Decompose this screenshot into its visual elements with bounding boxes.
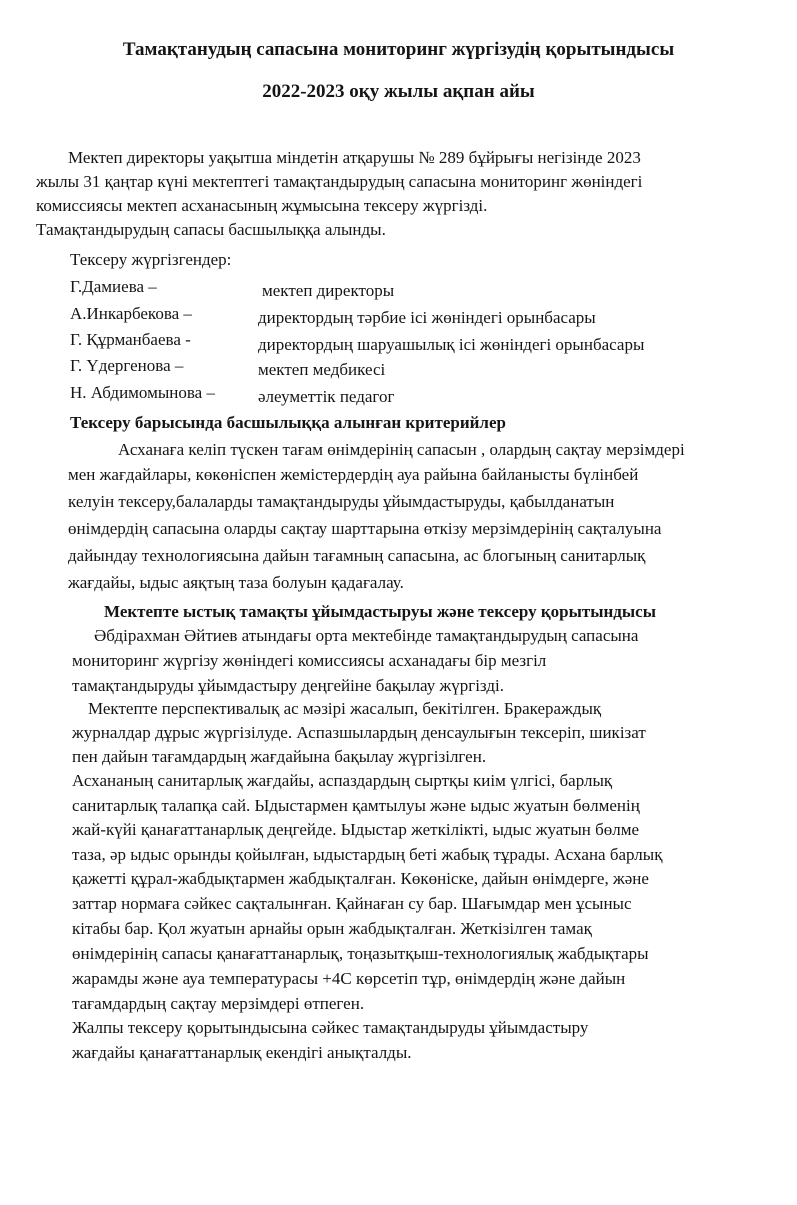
criteria-line-3: келуін тексеру,балаларды тамақтандыруды ұйымдастыруды, қабылданатын [68, 492, 615, 511]
intro-line-2: жылы 31 қаңтар күні мектептегі тамақтандырудың сапасына мониторинг жөніндегі [36, 172, 643, 191]
criteria-line-5: дайындау технологиясына дайын тағамның сапасына, ас блогының санитарлық [68, 546, 646, 565]
results-line-12: заттар нормаға сәйкес сақталынған. Қайнаған су бар. Шағымдар мен ұсыныс [72, 894, 632, 913]
results-line-16: тағамдардың сақтау мерзімдері өтпеген. [72, 994, 365, 1013]
inspector-role: директордың тәрбие ісі жөніндегі орынбасары [258, 308, 596, 327]
intro-line-1: Мектеп директоры уақытша міндетін атқарушы № 289 бұйрығы негізінде 2023 [68, 148, 641, 167]
results-heading: Мектепте ыстық тамақты ұйымдастыруы және тексеру қорытындысы [104, 602, 656, 621]
inspector-name: Г.Дамиева – [70, 277, 157, 296]
inspector-name: Н. Абдимомынова – [70, 383, 215, 402]
results-line-15: жарамды және ауа температурасы +4С көрсетіп тұр, өнімдердің және дайын [72, 969, 626, 988]
document-title-line-2: 2022-2023 оқу жылы ақпан айы [262, 81, 535, 102]
inspector-role: мектеп директоры [262, 281, 395, 300]
results-line-3: тамақтандыруды ұйымдастыру деңгейіне бақылау жүргізді. [72, 676, 504, 695]
criteria-heading: Тексеру барысында басшылыққа алынған критерийлер [70, 413, 506, 432]
inspector-role: мектеп медбикесі [258, 360, 386, 379]
results-line-2: мониторинг жүргізу жөніндегі комиссиясы асханадағы бір мезгіл [72, 651, 547, 670]
inspector-name: А.Инкарбекова – [70, 304, 192, 323]
results-line-10: таза, әр ыдыс орынды қойылған, ыдыстардың беті жабық тұрады. Асхана барлық [72, 845, 663, 864]
results-line-11: қажетті құрал-жабдықтармен жабдықталған. Көкөніске, дайын өнімдерге, және [72, 869, 649, 888]
criteria-line-1: Асханаға келіп түскен тағам өнімдерінің сапасын , олардың сақтау мерзімдері [118, 440, 685, 459]
criteria-line-4: өнімдердің сапасына оларды сақтау шарттарына өткізу мерзімдерінің сақталуына [68, 519, 662, 538]
inspectors-heading: Тексеру жүргізгендер: [70, 250, 232, 269]
criteria-line-2: мен жағдайлары, көкөніспен жемістердердің ауа райына байланысты бүлінбей [68, 465, 639, 484]
inspector-name: Г. Үдергенова – [70, 356, 184, 375]
results-line-17: Жалпы тексеру қорытындысына сәйкес тамақтандыруды ұйымдастыру [72, 1018, 589, 1037]
results-line-13: кітабы бар. Қол жуатын арнайы орын жабдықталған. Жеткізілген тамақ [72, 919, 592, 938]
results-line-14: өнімдерінің сапасы қанағаттанарлық, тоңазытқыш-технологиялық жабдықтары [72, 944, 649, 963]
results-line-8: санитарлық талапқа сай. Ыдыстармен қамтылуы және ыдыс жуатын бөлменің [72, 796, 640, 815]
results-line-4: Мектепте перспективалық ас мәзірі жасалып, бекітілген. Бракераждық [88, 699, 602, 718]
results-line-7: Асхананың санитарлық жағдайы, аспаздардың сыртқы киім үлгісі, барлық [72, 771, 613, 790]
document-title-line-1: Тамақтанудың сапасына мониторинг жүргізудің қорытындысы [122, 39, 675, 60]
results-line-9: жай-күйі қанағаттанарлық деңгейде. Ыдыстар жеткілікті, ыдыс жуатын бөлме [72, 820, 640, 839]
results-line-5: журналдар дұрыс жүргізілуде. Аспазшылардың денсаулығын тексеріп, шикізат [72, 723, 646, 742]
criteria-line-6: жағдайы, ыдыс аяқтың таза болуын қадағалау. [68, 573, 404, 592]
results-line-1: Әбдірахман Әйтиев атындағы орта мектебінде тамақтандырудың сапасына [94, 626, 639, 645]
results-line-6: пен дайын тағамдардың жағдайына бақылау жүргізілген. [72, 747, 487, 766]
intro-line-4: Тамақтандырудың сапасы басшылыққа алынды. [36, 220, 386, 239]
inspector-role: әлеуметтік педагог [258, 387, 395, 406]
intro-line-3: комиссиясы мектеп асханасының жұмысына тексеру жүргізді. [36, 196, 488, 215]
results-line-18: жағдайы қанағаттанарлық екендігі анықталды. [72, 1043, 412, 1062]
inspector-name: Г. Құрманбаева - [70, 330, 191, 349]
inspector-role: директордың шаруашылық ісі жөніндегі орынбасары [258, 335, 645, 354]
